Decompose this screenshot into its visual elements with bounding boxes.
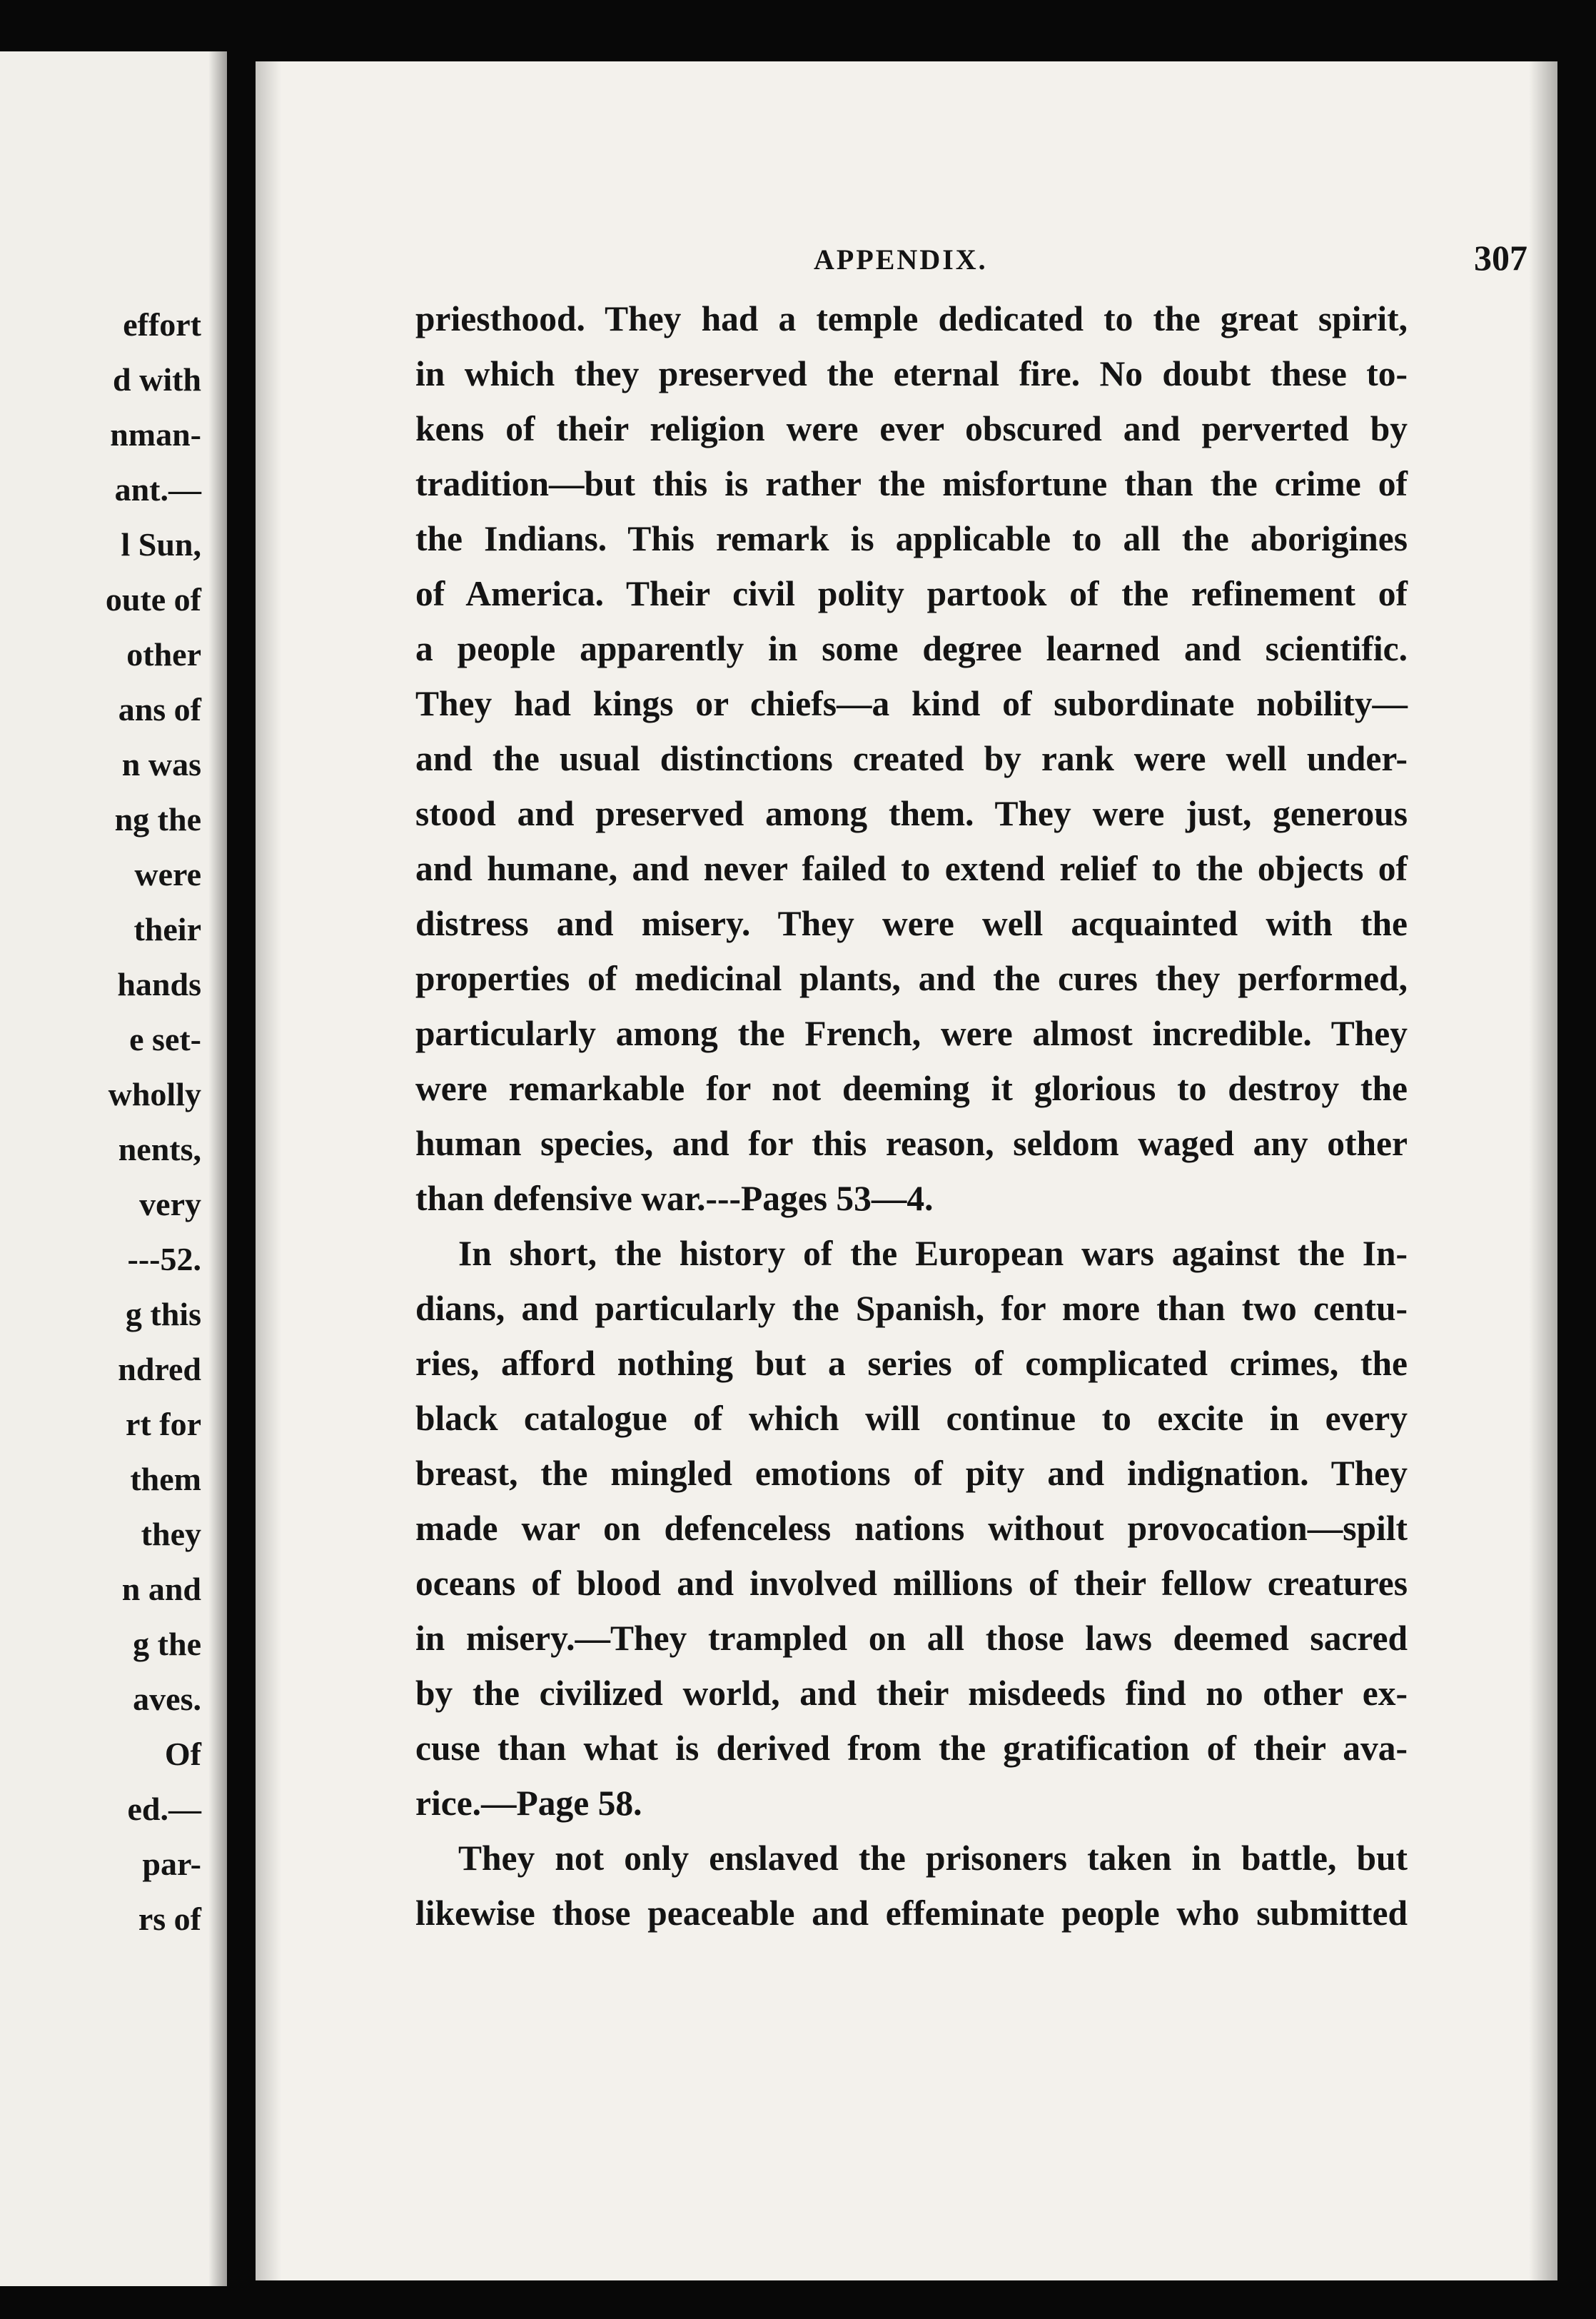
text-line: stood and preserved among them. They were just, generous — [415, 794, 1408, 833]
left-page-line: ans of — [118, 691, 201, 728]
left-page-line: effort — [123, 306, 201, 343]
left-page-line: ant.— — [114, 471, 201, 508]
left-page-line: nents, — [118, 1131, 201, 1167]
text-line: In short, the history of the European wars against the In- — [458, 1234, 1408, 1273]
left-page-line: n and — [121, 1571, 201, 1607]
text-line: rice.—Page 58. — [415, 1784, 642, 1823]
page-edge-shade — [1529, 61, 1557, 2280]
text-line: in misery.—They trampled on all those laws deemed sacred — [415, 1619, 1408, 1658]
text-line: human species, and for this reason, seldom waged any other — [415, 1124, 1408, 1163]
left-page-line: ---52. — [127, 1241, 201, 1277]
left-page-line: ndred — [118, 1351, 201, 1387]
text-line: and humane, and never failed to extend relief to the objects of — [415, 849, 1408, 888]
left-page-line: d with — [113, 361, 201, 398]
text-line: particularly among the French, were almost incredible. They — [415, 1014, 1408, 1053]
gutter-shadow — [208, 51, 227, 2286]
book-page — [256, 61, 1557, 2280]
text-line: of America. Their civil polity partook of the refinement of — [415, 574, 1408, 613]
text-line: breast, the mingled emotions of pity and indignation. They — [415, 1454, 1408, 1493]
text-line: likewise those peaceable and effeminate people who submitted — [415, 1893, 1408, 1933]
binding-shade — [256, 61, 281, 2280]
running-head — [414, 238, 1557, 286]
text-line: a people apparently in some degree learned and scientific. — [415, 629, 1408, 668]
left-page-line: n was — [121, 746, 201, 783]
left-page-line: nman- — [110, 416, 201, 453]
left-page-line: them — [130, 1461, 201, 1497]
text-line: tradition—but this is rather the misfortune than the crime of — [415, 464, 1408, 503]
left-page-line: g the — [133, 1626, 201, 1662]
left-page-line: they — [141, 1516, 201, 1552]
text-line: cuse than what is derived from the gratification of their ava- — [415, 1729, 1408, 1768]
left-page-line: rt for — [126, 1406, 201, 1442]
left-page-line: other — [126, 636, 201, 673]
left-page-line: their — [133, 911, 201, 947]
text-line: and the usual distinctions created by rank were well under- — [415, 739, 1408, 778]
left-page-line: rs of — [138, 1901, 201, 1937]
text-line: They not only enslaved the prisoners taken in battle, but — [458, 1838, 1408, 1878]
text-line: were remarkable for not deeming it glorious to destroy the — [415, 1069, 1408, 1108]
left-page-line: very — [139, 1186, 201, 1222]
text-line: in which they preserved the eternal fire. No doubt these to- — [415, 354, 1408, 393]
left-page-line: ed.— — [127, 1791, 201, 1827]
text-line: oceans of blood and involved millions of their fellow creatures — [415, 1564, 1408, 1603]
left-page-line: oute of — [105, 581, 201, 618]
text-line: black catalogue of which will continue to excite in every — [415, 1399, 1408, 1438]
text-line: kens of their religion were ever obscured and perverted by — [415, 409, 1408, 448]
left-page-line: wholly — [108, 1076, 201, 1112]
left-page-line: g this — [125, 1296, 201, 1332]
left-page-text — [30, 297, 201, 1946]
left-page-fragment — [0, 51, 227, 2286]
text-line: priesthood. They had a temple dedicated to the great spirit, — [415, 299, 1408, 338]
left-page-line: e set- — [129, 1021, 201, 1057]
left-page-line: par- — [142, 1846, 201, 1882]
running-title: APPENDIX. — [814, 243, 988, 276]
text-line: than defensive war.---Pages 53—4. — [415, 1179, 934, 1218]
left-page-line: ng the — [114, 801, 201, 837]
left-page-line: Of — [164, 1736, 201, 1772]
left-page-line: hands — [117, 966, 201, 1002]
left-page-line: l Sun, — [121, 526, 201, 563]
text-line: the Indians. This remark is applicable to all the aborigines — [415, 519, 1408, 558]
left-page-line: aves. — [133, 1681, 201, 1717]
page-number: 307 — [1474, 238, 1527, 278]
text-line: They had kings or chiefs—a kind of subordinate nobility— — [415, 684, 1408, 723]
text-line: properties of medicinal plants, and the cures they performed, — [415, 959, 1408, 998]
body-text — [415, 291, 1408, 1941]
text-line: by the civilized world, and their misdeeds find no other ex- — [415, 1674, 1408, 1713]
left-page-line: were — [134, 856, 201, 892]
text-line: made war on defenceless nations without provocation—spilt — [415, 1509, 1408, 1548]
text-line: dians, and particularly the Spanish, for more than two centu- — [415, 1289, 1408, 1328]
text-line: ries, afford nothing but a series of complicated crimes, the — [415, 1344, 1408, 1383]
text-line: distress and misery. They were well acquainted with the — [415, 904, 1408, 943]
